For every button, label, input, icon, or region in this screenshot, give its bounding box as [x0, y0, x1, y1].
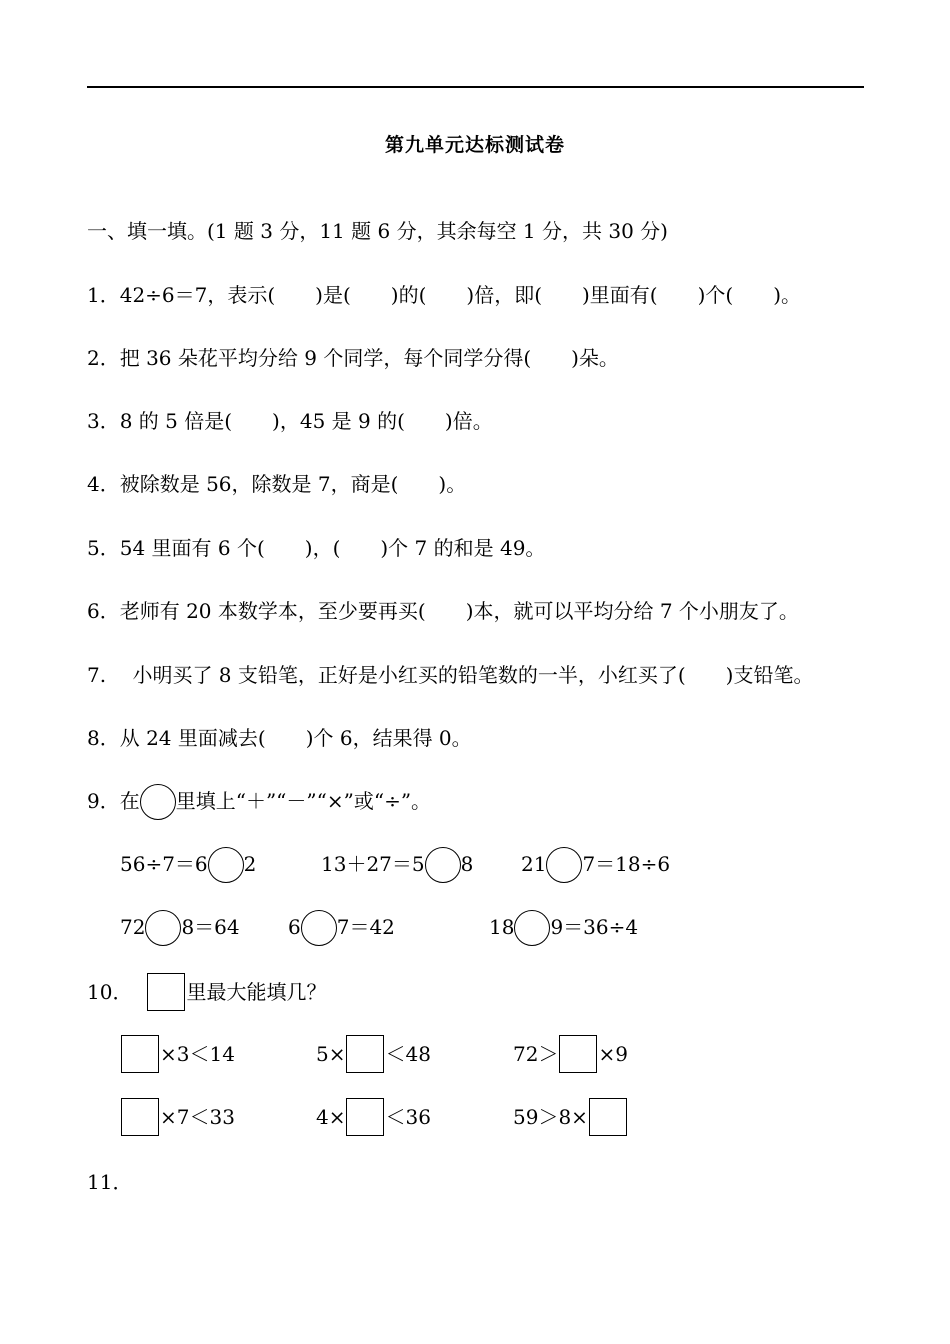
question-10-instruction: 里最大能填几？	[186, 980, 327, 1004]
q10-item-3-left: 72＞	[513, 1042, 559, 1066]
question-9-prefix: 在	[119, 789, 140, 813]
q10-item-5-box[interactable]	[346, 1098, 384, 1136]
q10-item-5-left: 4×	[316, 1105, 346, 1129]
q9-item-2-right: 8	[460, 852, 474, 876]
q10-item-4-box[interactable]	[121, 1098, 159, 1136]
question-5: 5．54 里面有 6 个( )，( )个 7 的和是 49。	[87, 536, 546, 560]
q9-item-3-left: 21	[521, 852, 547, 876]
q10-item-1-box[interactable]	[121, 1035, 159, 1073]
q10-item-6-box[interactable]	[589, 1098, 627, 1136]
q10-item-4	[120, 1103, 235, 1132]
q9-item-6	[489, 913, 638, 942]
q10-item-1-right: ×3＜14	[160, 1042, 235, 1066]
q10-item-4-right: ×7＜33	[160, 1105, 235, 1129]
q9-item-5	[288, 913, 395, 942]
question-9	[87, 787, 431, 816]
section-heading: 一、填一填。(1 题 3 分，11 题 6 分，其余每空 1 分，共 30 分)	[87, 219, 668, 243]
q9-item-5-circle[interactable]	[301, 910, 337, 946]
q10-item-3-box[interactable]	[559, 1035, 597, 1073]
q10-item-6	[513, 1103, 628, 1132]
q9-item-1-circle[interactable]	[208, 847, 244, 883]
q9-item-2-circle[interactable]	[425, 847, 461, 883]
q10-item-3-right: ×9	[598, 1042, 628, 1066]
q10-item-1	[120, 1040, 235, 1069]
question-10	[87, 978, 326, 1007]
q10-item-2-left: 5×	[316, 1042, 346, 1066]
q9-item-1-left: 56÷7＝6	[120, 852, 208, 876]
q10-item-2-box[interactable]	[346, 1035, 384, 1073]
q9-item-2	[321, 850, 473, 879]
header-rule	[87, 86, 864, 88]
question-7: 7. 小明买了 8 支铅笔，正好是小红买的铅笔数的一半，小红买了( )支铅笔。	[87, 663, 814, 687]
q10-item-3	[513, 1040, 628, 1069]
q9-item-4-left: 72	[120, 915, 146, 939]
q9-item-4-right: 8＝64	[181, 915, 240, 939]
q9-item-3-circle[interactable]	[546, 847, 582, 883]
question-8: 8．从 24 里面减去( )个 6，结果得 0。	[87, 726, 472, 750]
q10-item-5	[316, 1103, 431, 1132]
page-title: 第九单元达标测试卷	[384, 134, 565, 156]
q9-item-4-circle[interactable]	[145, 910, 181, 946]
question-10-number: 10．	[87, 980, 133, 1004]
answer-box-icon	[147, 973, 185, 1011]
q9-item-1	[120, 850, 256, 879]
q9-item-5-left: 6	[288, 915, 301, 939]
q9-item-3-right: 7＝18÷6	[582, 852, 671, 876]
question-2: 2．把 36 朵花平均分给 9 个同学，每个同学分得( )朵。	[87, 346, 619, 370]
question-9-number: 9．	[87, 789, 120, 813]
q10-item-5-right: ＜36	[385, 1105, 431, 1129]
answer-circle-icon	[140, 784, 176, 820]
q10-item-2	[316, 1040, 431, 1069]
q9-item-1-right: 2	[243, 852, 257, 876]
question-6: 6．老师有 20 本数学本，至少要再买( )本，就可以平均分给 7 个小朋友了。	[87, 599, 799, 623]
q10-item-2-right: ＜48	[385, 1042, 431, 1066]
q10-item-6-left: 59＞8×	[513, 1105, 588, 1129]
question-3: 3．8 的 5 倍是( )，45 是 9 的( )倍。	[87, 409, 493, 433]
q9-item-2-left: 13＋27＝5	[321, 852, 425, 876]
question-4: 4．被除数是 56，除数是 7，商是( )。	[87, 472, 467, 496]
question-1: 1．42÷6＝7，表示( )是( )的( )倍，即( )里面有( )个( )。	[87, 283, 802, 307]
q9-item-6-left: 18	[489, 915, 515, 939]
q9-item-6-circle[interactable]	[514, 910, 550, 946]
q9-item-3	[521, 850, 670, 879]
q9-item-6-right: 9＝36÷4	[550, 915, 639, 939]
q9-item-4	[120, 913, 240, 942]
question-9-instruction: 里填上“＋”“－”“×”或“÷”。	[175, 789, 432, 813]
question-11: 11．	[87, 1170, 133, 1194]
q9-item-5-right: 7＝42	[336, 915, 395, 939]
